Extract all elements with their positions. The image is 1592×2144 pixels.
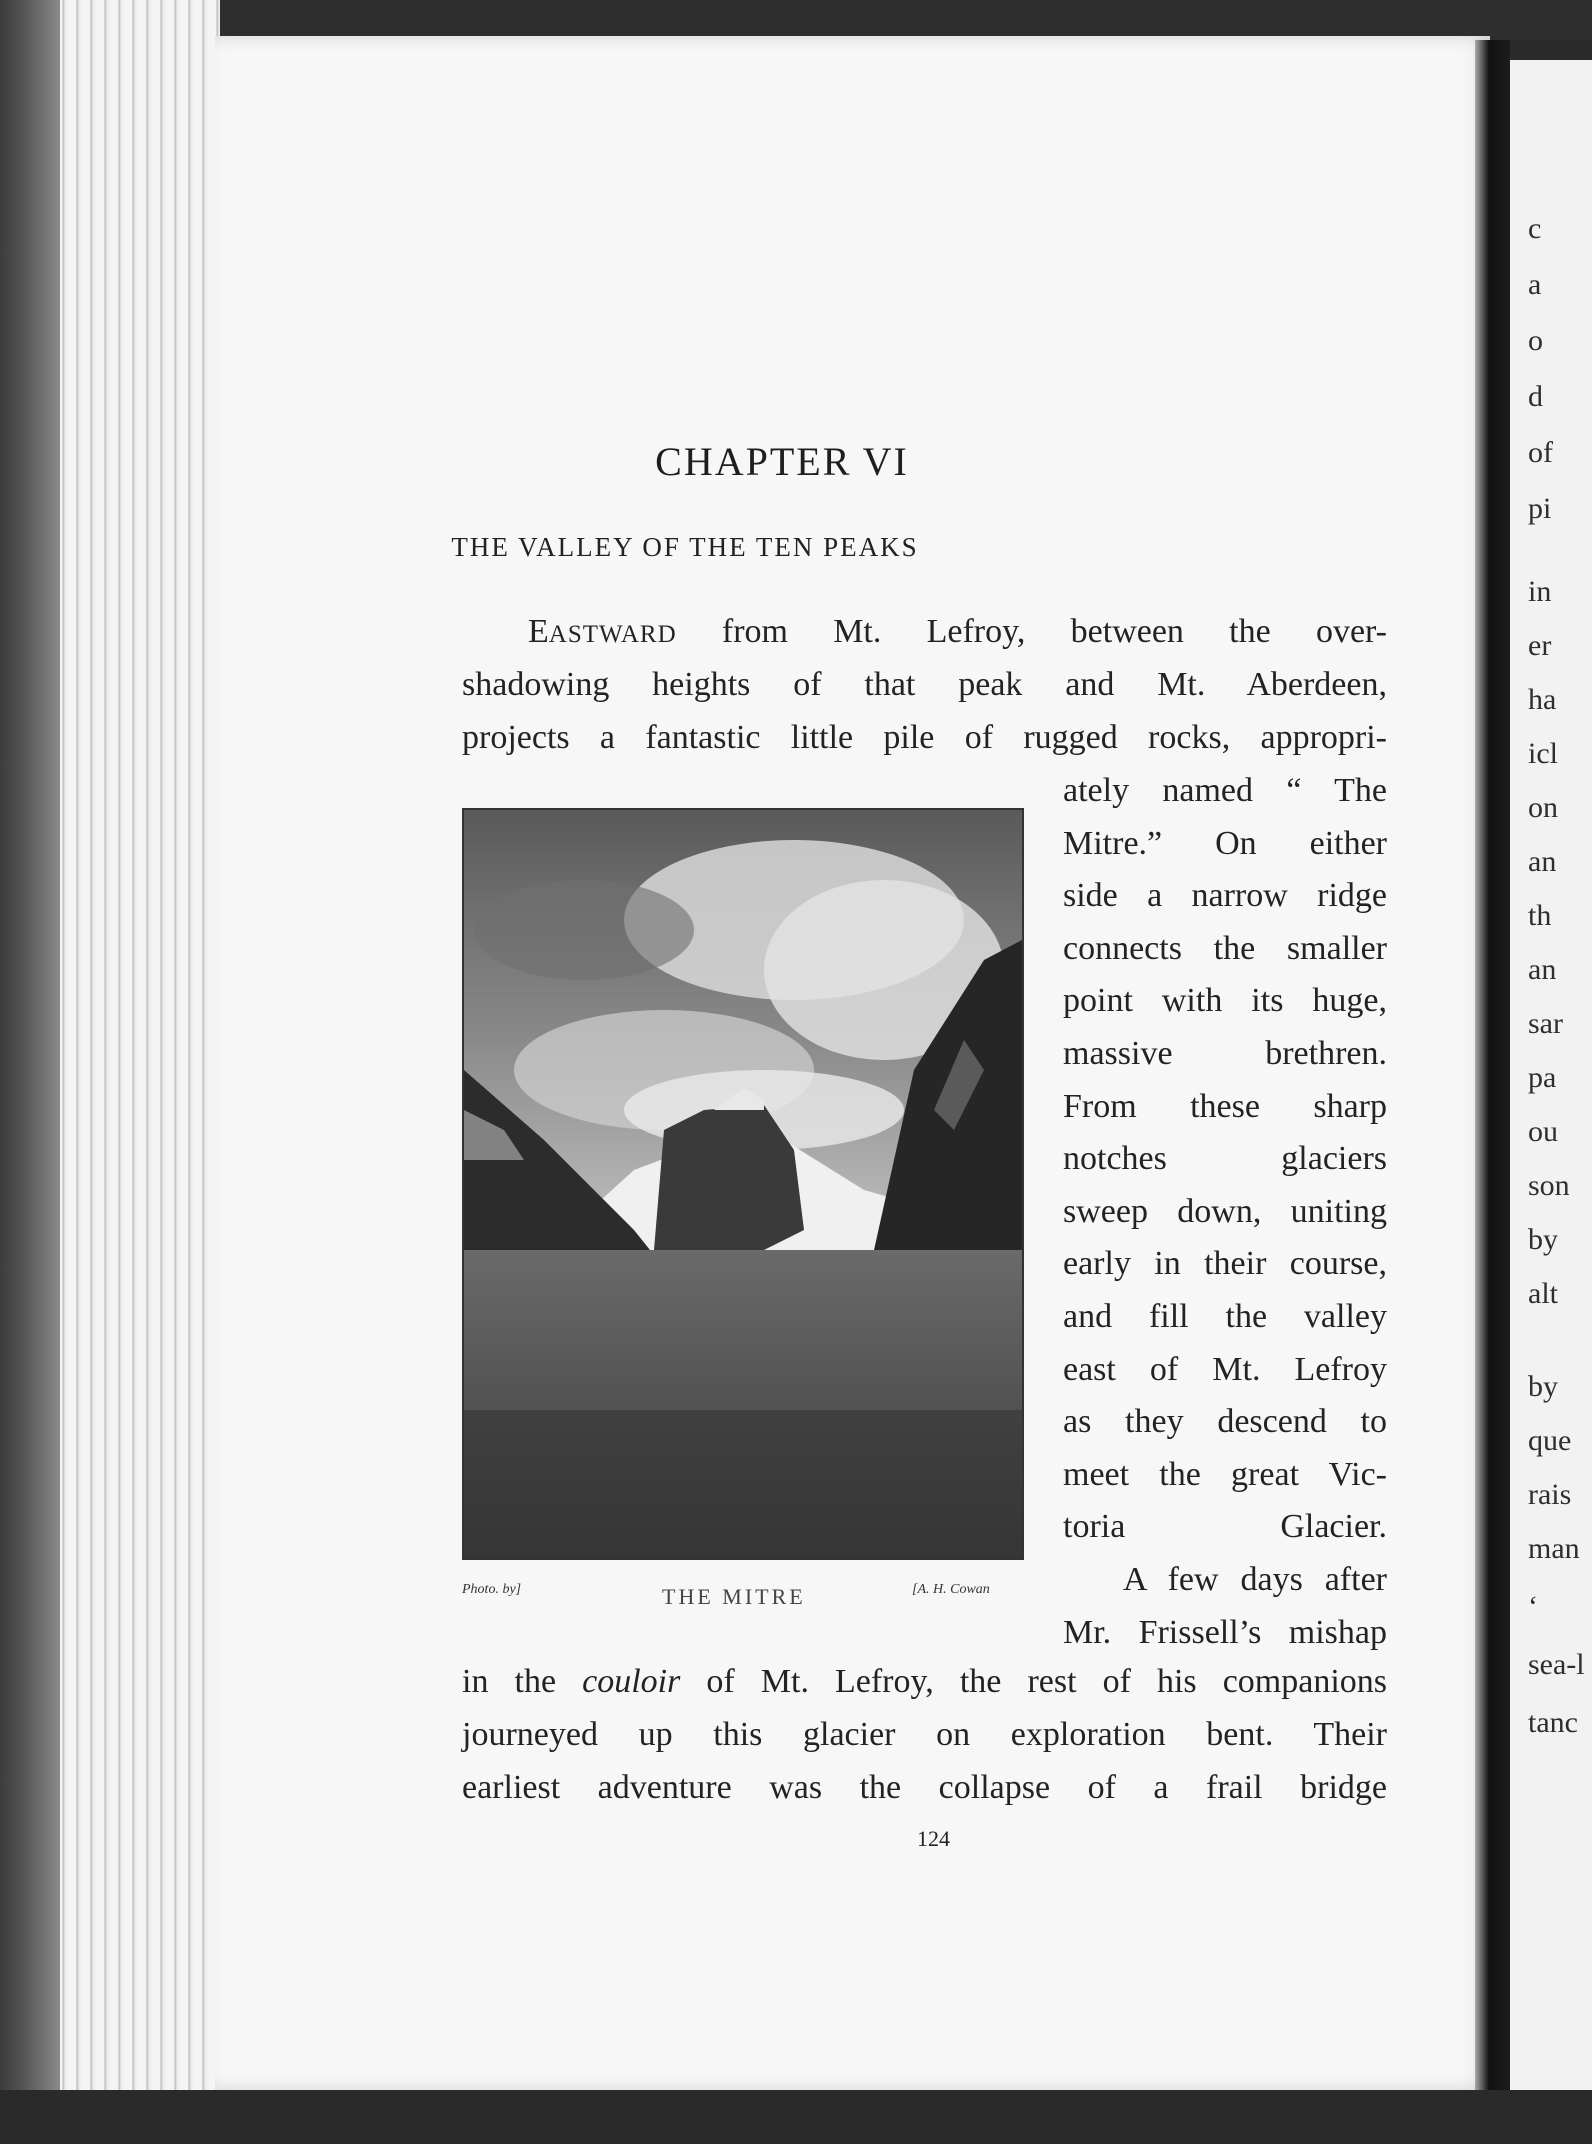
photo-credit-right: [A. H. Cowan: [912, 1582, 990, 1597]
next-page-text-fragment: ha: [1528, 683, 1557, 716]
paragraph-line: journeyed up this glacier on exploration bent. Their: [462, 1716, 1387, 1753]
narrow-column-line: notches glaciers: [1063, 1140, 1387, 1177]
next-page-text-fragment: sar: [1528, 1007, 1563, 1040]
next-page-text-fragment: an: [1528, 953, 1557, 986]
chapter-title: CHAPTER VI: [655, 439, 909, 484]
book-cover-edge: [0, 0, 60, 2144]
next-page-text-fragment: by: [1528, 1370, 1558, 1403]
next-page-text-fragment: o: [1528, 324, 1543, 357]
next-page-text-fragment: pi: [1528, 492, 1552, 525]
narrow-column-line: meet the great Vic-: [1063, 1456, 1387, 1493]
next-page-fragment: [1510, 60, 1592, 2090]
narrow-column-line: toria Glacier.: [1063, 1508, 1387, 1545]
next-page-text-fragment: tanc: [1528, 1706, 1578, 1739]
scan-background-bottom: [0, 2090, 1592, 2144]
page-number: 124: [917, 1826, 950, 1851]
next-page-text-fragment: on: [1528, 791, 1558, 824]
next-page-text-fragment: alt: [1528, 1277, 1558, 1310]
narrow-column-line: east of Mt. Lefroy: [1063, 1351, 1387, 1388]
next-page-text-fragment: man: [1528, 1532, 1580, 1565]
narrow-column-line: as they descend to: [1063, 1403, 1387, 1440]
next-page-text-fragment: an: [1528, 845, 1557, 878]
next-page-text-fragment: d: [1528, 380, 1543, 413]
narrow-column-line: and fill the valley: [1063, 1298, 1387, 1335]
next-page-text-fragment: a: [1528, 268, 1542, 301]
paragraph-line: in the couloir of Mt. Lefroy, the rest of his companions: [462, 1663, 1388, 1700]
next-page-text-fragment: pa: [1528, 1061, 1557, 1094]
paragraph-line: EASTWARD from Mt. Lefroy, between the over-: [528, 613, 1388, 650]
narrow-column-line: Mr. Frissell’s mishap: [1063, 1614, 1387, 1651]
scan-background-top: [0, 0, 1592, 40]
figure-caption: THE MITRE: [662, 1584, 806, 1609]
chapter-subtitle: [0, 532, 1590, 563]
chapter-subtitle-text: THE VALLEY OF THE TEN PEAKS: [451, 532, 919, 562]
narrow-column-line: side a narrow ridge: [1063, 877, 1387, 914]
narrow-column-line: early in their course,: [1063, 1245, 1387, 1282]
narrow-column-line: ately named “ The: [1063, 772, 1387, 809]
narrow-column-line: A few days after: [1123, 1561, 1387, 1598]
next-page-text-fragment: sea-l: [1528, 1648, 1585, 1681]
book-gutter: [1475, 40, 1510, 2100]
narrow-column-line: point with its huge,: [1063, 982, 1387, 1019]
narrow-column-line: From these sharp: [1063, 1088, 1387, 1125]
photo-credit-left: Photo. by]: [462, 1582, 522, 1597]
next-page-text-fragment: in: [1528, 575, 1552, 608]
narrow-column-line: connects the smaller: [1063, 930, 1387, 967]
narrow-column-line: Mitre.” On either: [1063, 825, 1387, 862]
next-page-text-fragment: th: [1528, 899, 1552, 932]
next-page-text-fragment: ‘: [1528, 1590, 1538, 1623]
next-page-text-fragment: c: [1528, 212, 1542, 245]
next-page-text-fragment: by: [1528, 1223, 1558, 1256]
mitre-photograph: [462, 808, 1024, 1560]
next-page-text-fragment: son: [1528, 1169, 1570, 1202]
next-page-text-fragment: er: [1528, 629, 1552, 662]
next-page-text-fragment: que: [1528, 1424, 1572, 1457]
paragraph-line: earliest adventure was the collapse of a frail bridge: [462, 1769, 1387, 1806]
paragraph-line: shadowing heights of that peak and Mt. Aberdeen,: [462, 666, 1387, 703]
narrow-column-line: sweep down, uniting: [1063, 1193, 1387, 1230]
next-page-text-fragment: ou: [1528, 1115, 1558, 1148]
next-page-text-fragment: of: [1528, 436, 1553, 469]
next-page-text-fragment: rais: [1528, 1478, 1572, 1511]
narrow-column-line: massive brethren.: [1063, 1035, 1387, 1072]
next-page-text-fragment: icl: [1528, 737, 1558, 770]
paragraph-line: projects a fantastic little pile of rugged rocks, appropri-: [462, 719, 1387, 756]
